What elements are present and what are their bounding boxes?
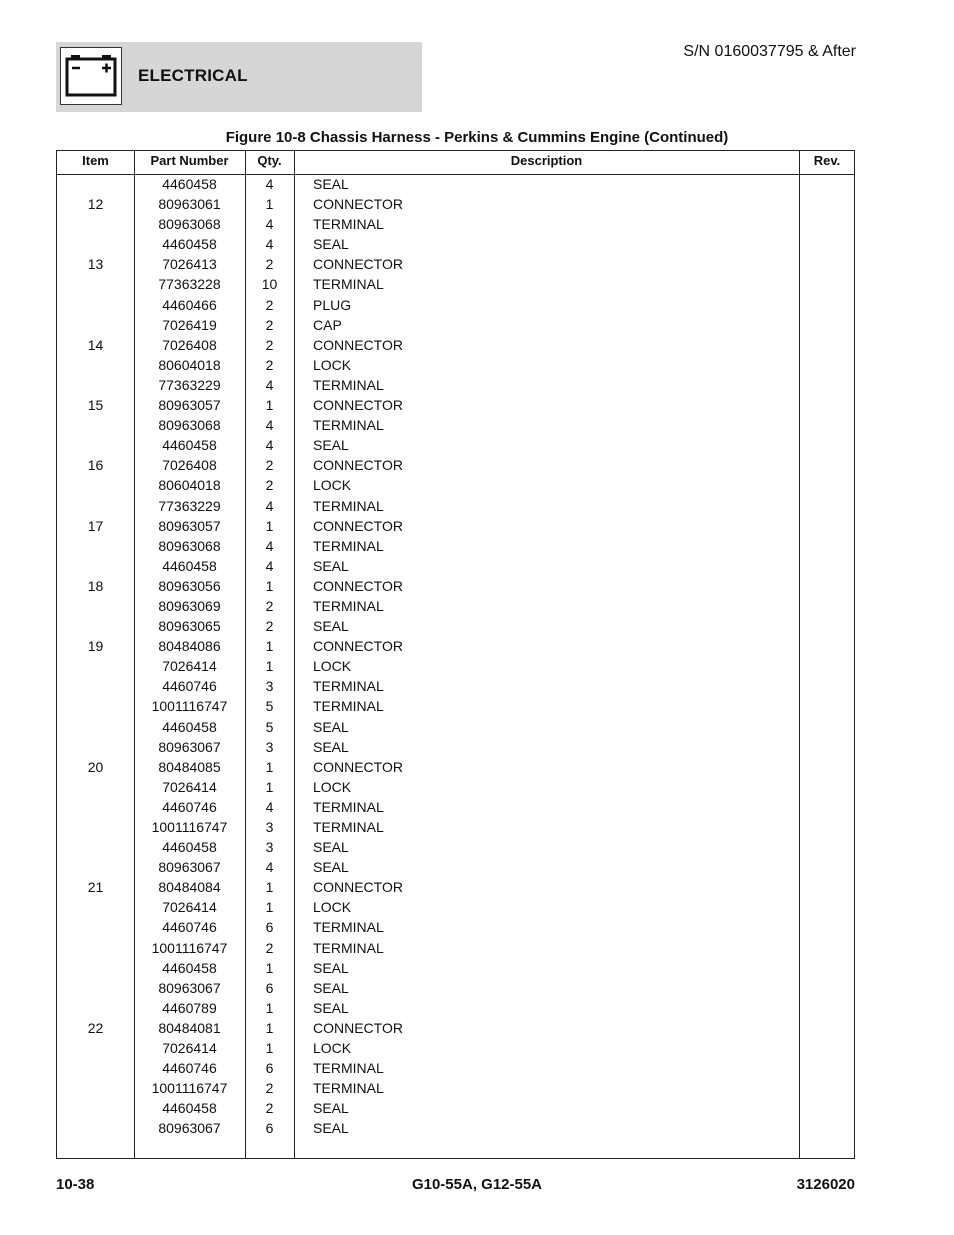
- table-row: [57, 336, 854, 356]
- qty-cell: 1: [265, 899, 274, 916]
- section-header: [56, 42, 422, 112]
- description-cell: LOCK: [313, 778, 352, 795]
- table-body: [57, 175, 854, 1140]
- part-number-cell: 4460746: [162, 919, 217, 936]
- part-number-cell: 4460458: [162, 839, 217, 856]
- item-cell: 20: [87, 758, 104, 775]
- table-row: [57, 1099, 854, 1119]
- header-item: Item: [82, 153, 109, 168]
- description-cell: TERMINAL: [313, 417, 384, 434]
- battery-icon: [60, 47, 122, 105]
- part-number-cell: 77363228: [158, 276, 221, 293]
- qty-cell: 10: [261, 276, 278, 293]
- description-cell: SEAL: [313, 618, 349, 635]
- qty-cell: 3: [265, 839, 274, 856]
- item-cell: 22: [87, 1019, 104, 1036]
- qty-cell: 6: [265, 979, 274, 996]
- qty-cell: 1: [265, 397, 274, 414]
- description-cell: CONNECTOR: [313, 196, 403, 213]
- qty-cell: 1: [265, 758, 274, 775]
- description-cell: CONNECTOR: [313, 336, 403, 353]
- qty-cell: 2: [265, 1080, 274, 1097]
- qty-cell: 4: [265, 859, 274, 876]
- qty-cell: 1: [265, 517, 274, 534]
- description-cell: SEAL: [313, 738, 349, 755]
- part-number-cell: 80963068: [158, 216, 221, 233]
- qty-cell: 6: [265, 1060, 274, 1077]
- qty-cell: 1: [265, 1040, 274, 1057]
- table-row: [57, 798, 854, 818]
- qty-cell: 4: [265, 417, 274, 434]
- table-row: [57, 778, 854, 798]
- header-part-number: Part Number: [150, 153, 229, 168]
- part-number-cell: 4460746: [162, 798, 217, 815]
- table-row: [57, 396, 854, 416]
- description-cell: CONNECTOR: [313, 577, 403, 594]
- table-row: [57, 637, 854, 657]
- description-cell: TERMINAL: [313, 376, 384, 393]
- qty-cell: 2: [265, 477, 274, 494]
- part-number-cell: 80604018: [158, 477, 221, 494]
- part-number-cell: 7026413: [162, 256, 217, 273]
- table-row: [57, 557, 854, 577]
- item-cell: 19: [87, 638, 104, 655]
- table-row: [57, 296, 854, 316]
- part-number-cell: 77363229: [158, 497, 221, 514]
- description-cell: CONNECTOR: [313, 879, 403, 896]
- qty-cell: 3: [265, 819, 274, 835]
- qty-cell: 2: [265, 457, 274, 474]
- part-number-cell: 1001116747: [151, 698, 228, 715]
- header-qty: Qty.: [257, 153, 282, 168]
- table-row: [57, 497, 854, 517]
- part-number-cell: 80963067: [158, 738, 221, 755]
- table-row: [57, 577, 854, 597]
- part-number-cell: 80484085: [158, 758, 221, 775]
- table-row: [57, 939, 854, 959]
- document-number: 3126020: [796, 1176, 855, 1193]
- description-cell: CONNECTOR: [313, 256, 403, 273]
- table-row: [57, 718, 854, 738]
- table-row: [57, 597, 854, 617]
- serial-number: S/N 0160037795 & After: [683, 43, 856, 60]
- part-number-cell: 80963068: [158, 537, 221, 554]
- qty-cell: 2: [265, 296, 274, 313]
- description-cell: LOCK: [313, 899, 352, 916]
- table-row: [57, 215, 854, 235]
- part-number-cell: 7026414: [162, 899, 217, 916]
- part-number-cell: 80963069: [158, 597, 221, 614]
- header-description: Description: [510, 153, 583, 168]
- part-number-cell: 4460789: [162, 999, 217, 1016]
- table-row: [57, 416, 854, 436]
- table-row: [57, 999, 854, 1019]
- table-row: [57, 175, 854, 195]
- description-cell: TERMINAL: [313, 597, 384, 614]
- table-row: [57, 878, 854, 898]
- qty-cell: 1: [265, 1019, 274, 1036]
- qty-cell: 4: [265, 176, 274, 192]
- qty-cell: 4: [265, 798, 274, 815]
- table-row: [57, 617, 854, 637]
- item-cell: 21: [87, 879, 104, 896]
- table-row: [57, 1039, 854, 1059]
- part-number-cell: 1001116747: [151, 819, 228, 835]
- description-cell: SEAL: [313, 1120, 349, 1137]
- part-number-cell: 80963067: [158, 1120, 221, 1137]
- description-cell: TERMINAL: [313, 819, 384, 835]
- description-cell: SEAL: [313, 236, 349, 253]
- qty-cell: 1: [265, 196, 274, 213]
- description-cell: SEAL: [313, 176, 349, 192]
- model-number: G10-55A, G12-55A: [411, 1176, 543, 1193]
- description-cell: CONNECTOR: [313, 397, 403, 414]
- part-number-cell: 4460458: [162, 959, 217, 976]
- description-cell: TERMINAL: [313, 678, 384, 695]
- qty-cell: 2: [265, 356, 274, 373]
- table-row: [57, 376, 854, 396]
- table-row: [57, 537, 854, 557]
- description-cell: SEAL: [313, 979, 349, 996]
- qty-cell: 4: [265, 557, 274, 574]
- description-cell: SEAL: [313, 839, 349, 856]
- table-row: [57, 858, 854, 878]
- description-cell: TERMINAL: [313, 497, 384, 514]
- description-cell: SEAL: [313, 557, 349, 574]
- qty-cell: 2: [265, 316, 274, 333]
- description-cell: SEAL: [313, 718, 349, 735]
- description-cell: TERMINAL: [313, 698, 384, 715]
- part-number-cell: 4460746: [162, 678, 217, 695]
- description-cell: TERMINAL: [313, 216, 384, 233]
- table-row: [57, 818, 854, 838]
- qty-cell: 6: [265, 1120, 274, 1137]
- table-row: [57, 436, 854, 456]
- table-row: [57, 195, 854, 215]
- description-cell: CONNECTOR: [313, 457, 403, 474]
- item-cell: 16: [87, 457, 104, 474]
- part-number-cell: 80484086: [158, 638, 221, 655]
- part-number-cell: 80963067: [158, 979, 221, 996]
- part-number-cell: 77363229: [158, 376, 221, 393]
- table-row: [57, 758, 854, 778]
- part-number-cell: 1001116747: [151, 1080, 228, 1097]
- qty-cell: 3: [265, 678, 274, 695]
- table-row: [57, 979, 854, 999]
- item-cell: 15: [87, 397, 104, 414]
- qty-cell: 5: [265, 718, 274, 735]
- part-number-cell: 4460458: [162, 176, 217, 192]
- description-cell: LOCK: [313, 356, 352, 373]
- figure-title: Figure 10-8 Chassis Harness - Perkins & Cummins Engine (Continued): [225, 129, 729, 146]
- item-cell: 18: [87, 577, 104, 594]
- item-cell: 14: [87, 336, 104, 353]
- description-cell: LOCK: [313, 477, 352, 494]
- qty-cell: 1: [265, 577, 274, 594]
- qty-cell: 2: [265, 939, 274, 956]
- table-row: [57, 738, 854, 758]
- description-cell: TERMINAL: [313, 919, 384, 936]
- qty-cell: 1: [265, 879, 274, 896]
- description-cell: TERMINAL: [313, 939, 384, 956]
- part-number-cell: 80963057: [158, 397, 221, 414]
- qty-cell: 1: [265, 658, 274, 675]
- part-number-cell: 4460458: [162, 718, 217, 735]
- description-cell: TERMINAL: [313, 1060, 384, 1077]
- qty-cell: 4: [265, 537, 274, 554]
- part-number-cell: 80963068: [158, 417, 221, 434]
- qty-cell: 2: [265, 597, 274, 614]
- part-number-cell: 4460458: [162, 557, 217, 574]
- description-cell: CONNECTOR: [313, 638, 403, 655]
- qty-cell: 4: [265, 497, 274, 514]
- part-number-cell: 7026408: [162, 336, 217, 353]
- header-rev: Rev.: [813, 153, 841, 168]
- qty-cell: 2: [265, 1100, 274, 1117]
- description-cell: SEAL: [313, 959, 349, 976]
- part-number-cell: 1001116747: [151, 939, 228, 956]
- description-cell: TERMINAL: [313, 276, 384, 293]
- part-number-cell: 80963067: [158, 859, 221, 876]
- qty-cell: 4: [265, 437, 274, 454]
- table-row: [57, 898, 854, 918]
- description-cell: CONNECTOR: [313, 517, 403, 534]
- description-cell: SEAL: [313, 999, 349, 1016]
- table-row: [57, 838, 854, 858]
- part-number-cell: 80963061: [158, 196, 221, 213]
- part-number-cell: 7026414: [162, 658, 217, 675]
- table-row: [57, 1059, 854, 1079]
- description-cell: TERMINAL: [313, 1080, 384, 1097]
- part-number-cell: 4460466: [162, 296, 217, 313]
- item-cell: 17: [87, 517, 104, 534]
- part-number-cell: 80963056: [158, 577, 221, 594]
- qty-cell: 2: [265, 256, 274, 273]
- qty-cell: 4: [265, 216, 274, 233]
- description-cell: CONNECTOR: [313, 1019, 403, 1036]
- table-row: [57, 275, 854, 295]
- table-row: [57, 1019, 854, 1039]
- qty-cell: 2: [265, 618, 274, 635]
- description-cell: LOCK: [313, 1040, 352, 1057]
- table-row: [57, 517, 854, 537]
- item-cell: 12: [87, 196, 104, 213]
- part-number-cell: 80484081: [158, 1019, 221, 1036]
- part-number-cell: 4460746: [162, 1060, 217, 1077]
- table-row: [57, 316, 854, 336]
- part-number-cell: 80484084: [158, 879, 221, 896]
- qty-cell: 5: [265, 698, 274, 715]
- table-row: [57, 657, 854, 677]
- qty-cell: 1: [265, 999, 274, 1016]
- parts-table: [56, 150, 855, 1159]
- item-cell: 13: [87, 256, 104, 273]
- page-number: 10-38: [56, 1176, 95, 1193]
- qty-cell: 4: [265, 236, 274, 253]
- table-row: [57, 918, 854, 938]
- description-cell: SEAL: [313, 1100, 349, 1117]
- description-cell: SEAL: [313, 859, 349, 876]
- qty-cell: 3: [265, 738, 274, 755]
- description-cell: CAP: [313, 316, 342, 333]
- table-header: [57, 151, 854, 175]
- section-title: ELECTRICAL: [138, 66, 248, 85]
- part-number-cell: 4460458: [162, 437, 217, 454]
- table-row: [57, 677, 854, 697]
- qty-cell: 1: [265, 778, 274, 795]
- table-row: [57, 356, 854, 376]
- table-row: [57, 476, 854, 496]
- description-cell: SEAL: [313, 437, 349, 454]
- description-cell: CONNECTOR: [313, 758, 403, 775]
- part-number-cell: 80604018: [158, 356, 221, 373]
- description-cell: TERMINAL: [313, 798, 384, 815]
- qty-cell: 1: [265, 638, 274, 655]
- part-number-cell: 80963057: [158, 517, 221, 534]
- description-cell: TERMINAL: [313, 537, 384, 554]
- part-number-cell: 7026414: [162, 1040, 217, 1057]
- table-row: [57, 697, 854, 717]
- part-number-cell: 7026419: [162, 316, 217, 333]
- part-number-cell: 80963065: [158, 618, 221, 635]
- part-number-cell: 7026414: [162, 778, 217, 795]
- qty-cell: 2: [265, 336, 274, 353]
- table-row: [57, 959, 854, 979]
- qty-cell: 1: [265, 959, 274, 976]
- part-number-cell: 7026408: [162, 457, 217, 474]
- part-number-cell: 4460458: [162, 1100, 217, 1117]
- qty-cell: 6: [265, 919, 274, 936]
- table-row: [57, 255, 854, 275]
- table-row: [57, 456, 854, 476]
- description-cell: LOCK: [313, 658, 352, 675]
- description-cell: PLUG: [313, 296, 352, 313]
- part-number-cell: 4460458: [162, 236, 217, 253]
- table-row: [57, 1079, 854, 1099]
- qty-cell: 4: [265, 376, 274, 393]
- table-row: [57, 235, 854, 255]
- table-row: [57, 1119, 854, 1139]
